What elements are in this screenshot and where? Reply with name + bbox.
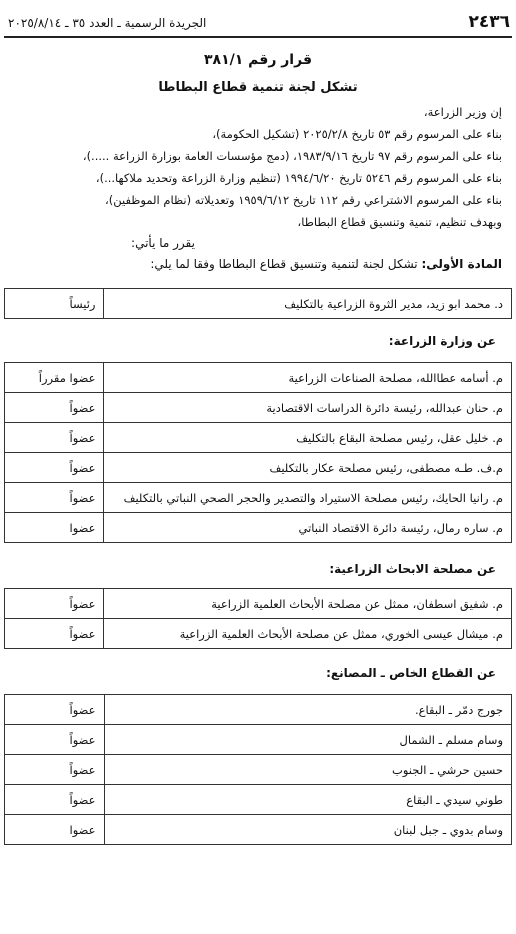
members-table-ministry (4, 362, 512, 543)
member-role: عضواً (5, 755, 105, 785)
table-row (5, 393, 512, 423)
preamble-line: بناء على المرسوم الاشتراعي رقم ١١٢ تاريخ ١٩٥٩/٦/١٢ وتعديلاته (نظام الموظفين)، (105, 193, 502, 207)
member-role: عضواً (5, 483, 104, 513)
page-header (4, 10, 512, 36)
article-text: تشكل لجنة لتنمية وتنسيق قطاع البطاطا وفقا لما يلي: (150, 257, 418, 271)
member-name: م.ف. طـه مصطفى، رئيس مصلحة عكار بالتكليف (104, 453, 512, 483)
table-row (5, 453, 512, 483)
member-role: عضواً (5, 785, 105, 815)
member-name: حسين حرشي ـ الجنوب (104, 755, 512, 785)
member-name: م. أسامه عطاالله، مصلحة الصناعات الزراعية (104, 363, 512, 393)
table-row (5, 695, 512, 725)
member-name: وسام بدوي ـ جبل لبنان (104, 815, 512, 845)
member-name: جورج دمّر ـ البقاع. (104, 695, 512, 725)
header-divider (4, 36, 512, 38)
member-name: د. محمد ابو زيد، مدير الثروة الزراعية بالتكليف (104, 289, 512, 319)
section-title: عن القطاع الخاص ـ المصانع: (326, 666, 496, 680)
decides-line: يقرر ما يأتي: (131, 236, 195, 250)
table-row (5, 755, 512, 785)
member-name: م. ميشال عيسى الخوري، ممثل عن مصلحة الأبحاث العلمية الزراعية (104, 619, 512, 649)
member-name: م. ساره رمال، رئيسة دائرة الاقتصاد النباتي (104, 513, 512, 543)
preamble-line: بناء على المرسوم رقم ٥٣ تاريخ ٢٠٢٥/٢/٨ (تشكيل الحكومة)، (212, 127, 502, 141)
table-row (5, 289, 512, 319)
member-role: عضوا مقرراً (5, 363, 104, 393)
page-number: ٢٤٣٦ (468, 12, 510, 32)
member-name: وسام مسلم ـ الشمال (104, 725, 512, 755)
member-role: عضواً (5, 423, 104, 453)
member-name: طوني سيدي ـ البقاع (104, 785, 512, 815)
member-role: عضواً (5, 619, 104, 649)
article-one (150, 257, 502, 271)
members-table-research (4, 588, 512, 649)
chair-table (4, 288, 512, 319)
gazette-issue: الجريدة الرسمية ـ العدد ٣٥ ـ ٢٠٢٥/٨/١٤ (8, 16, 207, 30)
section-title: عن مصلحة الابحاث الزراعية: (329, 562, 496, 576)
member-name: م. شفيق اسطفان، ممثل عن مصلحة الأبحاث العلمية الزراعية (104, 589, 512, 619)
decision-number: قرار رقم ٣٨١/١ (204, 52, 312, 68)
preamble-line: وبهدف تنظيم، تنمية وتنسيق قطاع البطاطا، (297, 215, 502, 229)
table-row (5, 785, 512, 815)
table-row (5, 619, 512, 649)
member-name: م. خليل عقل، رئيس مصلحة البقاع بالتكليف (104, 423, 512, 453)
member-name: م. حنان عبدالله، رئيسة دائرة الدراسات الاقتصادية (104, 393, 512, 423)
table-row (5, 725, 512, 755)
table-row (5, 363, 512, 393)
member-name: م. رانيا الحايك، رئيس مصلحة الاستيراد والتصدير والحجر الصحي النباتي بالتكليف (104, 483, 512, 513)
table-row (5, 423, 512, 453)
member-role: عضوا (5, 513, 104, 543)
member-role: عضواً (5, 393, 104, 423)
preamble-line: بناء على المرسوم رقم ٩٧ تاريخ ١٩٨٣/٩/١٦، (دمج مؤسسات العامة بوزارة الزراعة .....)، (82, 149, 502, 163)
article-label: المادة الأولى: (421, 257, 502, 271)
table-row (5, 483, 512, 513)
member-role: عضوا (5, 815, 105, 845)
table-row (5, 513, 512, 543)
decision-title: تشكل لجنة تنمية قطاع البطاطا (158, 80, 358, 95)
member-role: عضواً (5, 453, 104, 483)
members-table-private (4, 694, 512, 845)
table-row (5, 815, 512, 845)
member-role: عضواً (5, 695, 105, 725)
section-title: عن وزارة الزراعة: (388, 334, 496, 348)
member-role: عضواً (5, 589, 104, 619)
preamble-line: إن وزير الزراعة، (423, 105, 502, 119)
preamble-line: بناء على المرسوم رقم ٥٢٤٦ تاريخ ١٩٩٤/٦/٢٠ (تنظيم وزارة الزراعة وتحديد ملاكها...)، (95, 171, 502, 185)
member-role: رئيساً (5, 289, 104, 319)
table-row (5, 589, 512, 619)
member-role: عضواً (5, 725, 105, 755)
